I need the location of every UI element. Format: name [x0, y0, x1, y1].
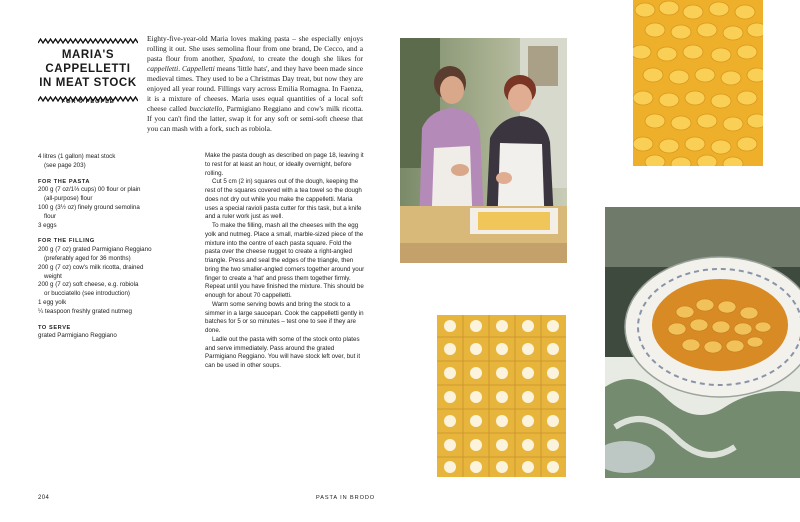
ingredient-line: ¼ teaspoon freshly grated nutmeg [38, 307, 132, 315]
cappelletti-soup-bowl-photo [605, 207, 800, 478]
intro-text-run: cappelletti [147, 64, 179, 74]
ingredient-line: flour [44, 212, 57, 220]
ingredient-line: or bucciatello (see introduction) [44, 290, 130, 298]
intro-text-run: bucciatello [189, 104, 223, 114]
ingredient-line: (preferably aged for 36 months) [44, 254, 131, 262]
intro-text-run: , to create the dough she likes for [253, 54, 363, 64]
intro-text-run: . [178, 64, 182, 74]
ingredient-line: 4 litres (1 gallon) meat stock [38, 153, 116, 160]
recipe-title: MARIA'S CAPPELLETTI IN MEAT STOCK [39, 49, 137, 89]
method-step: Make the pasta dough as described on page 18, leaving it to rest for at least an hour, or ideally overnight, before rolling. [205, 152, 364, 177]
ingredient-line: grated Parmigiano Reggiano [38, 332, 117, 340]
serves-label: FOR 6 PEOPLE [61, 99, 115, 105]
method-step: Cut 5 cm (2 in) squares out of the dough, keeping the rest of the squares covered with a tea towel so the dough does not dry out while you make the cappelletti. Maria uses a special ravioli pasta cutter for this task, but a knife and a ruler work just as well. [205, 178, 362, 221]
ingredient-line: 200 g (7 oz) grated Parmigiano Reggiano [38, 246, 152, 254]
running-head: PASTA IN BRODO [316, 495, 376, 501]
ingredient-line: 100 g (3½ oz) finely ground semolina [38, 203, 140, 211]
ingredient-line: (all-purpose) flour [44, 195, 93, 203]
intro-paragraph [147, 34, 363, 134]
ingredient-line: 1 egg yolk [38, 298, 67, 306]
method-step: To make the filling, mash all the cheeses with the egg yolk and nutmeg. Place a small, marble-sized piece of the mixture into the centre of each pasta square. Fold the pasta over the cheese nugget to create a right-angled triangle. Press and seal the edges of the triangle, then bring the two smaller-angled corners together around your finger to create a 'hat' and press them together firmly. Repeat until you have finished the mixture. This should be enough for about 70 cappelletti. [205, 222, 365, 299]
ingredient-line: (see page 203) [44, 161, 86, 169]
method-text [205, 152, 365, 371]
cappelletti-pile-photo [633, 0, 763, 166]
intro-text-run: Cappelletti [181, 64, 215, 74]
ingredient-line: 200 g (7 oz/1⅔ cups) 00 flour or plain [38, 186, 141, 194]
two-women-making-pasta-photo [400, 38, 567, 263]
intro-text-run: Eighty-five-year-old Maria loves making pasta – she especially enjoys rolling it out. She uses semolina flour from one brand, De Cecco, and a pasta flour from another, [147, 34, 363, 64]
page-number: 204 [38, 495, 50, 501]
intro-text-run: , Parmigiano Reggiano and cow's milk ricotta. If you can't find the latter, swap it for any soft or semi-soft cheese that you can mash with a fork, such as robiola. [147, 104, 363, 134]
intro-text-run: means 'little hats', and they have been made since medieval times. They used to be a Christmas Day treat, but now they are enjoyed all year round. Fillings vary across Emilia Romagna. In Faenza, it is a mixture of cheeses. Maria uses equal quantities of a local soft cheese called [147, 64, 363, 114]
ingredient-line: 200 g (7 oz) cow's milk ricotta, drained [38, 263, 144, 271]
method-step: Warm some serving bowls and bring the stock to a simmer in a large saucepan. Cook the cappelletti gently in batches for 5 or so minutes – test one to see if they are done. [205, 300, 364, 334]
ingredient-line: weight [44, 272, 62, 280]
ingredient-line: 3 eggs [38, 221, 57, 229]
zigzag-top-rule [38, 38, 138, 44]
ingredient-line: 200 g (7 oz) soft cheese, e.g. robiola [38, 281, 139, 289]
ingredients-list [38, 153, 188, 341]
intro-text-run: Spadoni [228, 54, 254, 64]
ingredients-heading-pasta: FOR THE PASTA [38, 178, 91, 185]
pasta-sheet-with-filling-photo [437, 315, 566, 477]
ingredients-heading-serve: TO SERVE [38, 324, 71, 331]
method-step: Ladle out the pasta with some of the stock onto plates and serve immediately. Pass around the grated Parmigiano Reggiano. You will have stock left over, but it can be used in other soups. [205, 335, 361, 369]
recipe-title-block [38, 38, 138, 102]
ingredients-heading-filling: FOR THE FILLING [38, 238, 95, 245]
